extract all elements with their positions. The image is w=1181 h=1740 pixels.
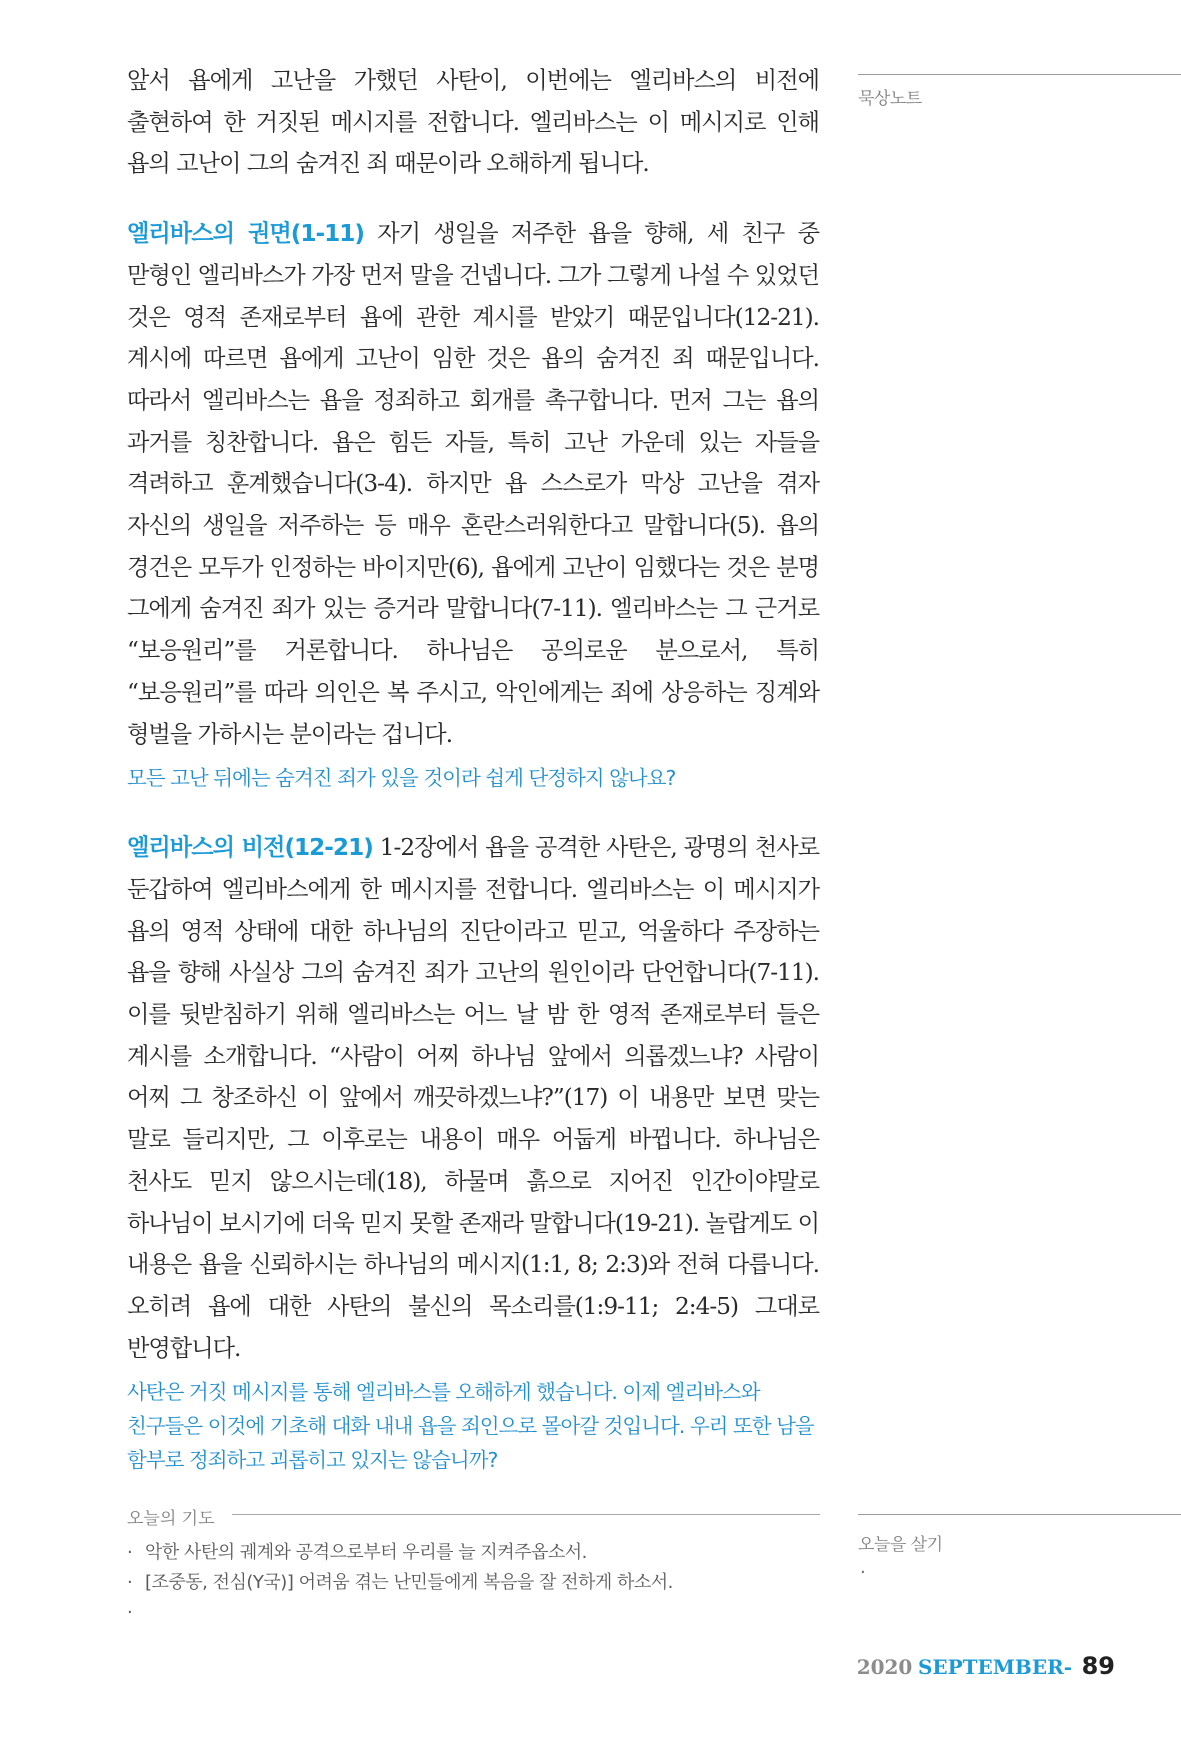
page-footer xyxy=(857,1652,1115,1680)
prayer-bullet: · xyxy=(127,1602,133,1623)
prayer-item xyxy=(127,1598,819,1628)
footer-year: 2020 xyxy=(856,1655,913,1679)
section2-heading: 엘리바스의 비전(12-21) xyxy=(127,834,373,862)
section1-body: 자기 생일을 저주한 욥을 향해, 세 친구 중 맏형인 엘리바스가 가장 먼저 말을 건넵니다. 그가 그렇게 나설 수 있었던 것은 영적 존재로부터 욥에 관한 계시를 받았기 때문입니다(12-21). 계시에 따르면 욥에게 고난이 임한 것은 욥의 숨겨진 죄 때문입니다. 따라서 엘리바스는 욥을 정죄하고 회개를 촉구합니다. 먼저 그는 욥의 과거를 칭찬합니다. 욥은 힘든 자들, 특히 고난 가운데 있는 자들을 격려하고 훈계했습니다(3-4). 하지만 욥 스스로가 막상 고난을 겪자 자신의 생일을 저주하는 등 매우 혼란스러워한다고 말합니다(5). 욥의 경건은 모두가 인정하는 바이지만(6), 욥에게 고난이 임했다는 것은 분명 그에게 숨겨진 죄가 있는 증거라 말합니다(7-11). 엘리바스는 그 근거로 “보응원리”를 거론합니다. 하나님은 공의로운 분으로서, 특히 “보응원리”를 따라 의인은 복 주시고, 악인에게는 죄에 상응하는 징계와 형벌을 가하시는 분이라는 겁니다. xyxy=(127,220,819,748)
section1-question: 모든 고난 뒤에는 숨겨진 죄가 있을 것이라 쉽게 단정하지 않나요? xyxy=(127,766,676,791)
section2-paragraph xyxy=(127,827,819,1369)
section1-heading: 엘리바스의 권면(1-11) xyxy=(127,220,364,248)
prayer-item: · [조중동, 전심(Y국)] 어려움 겪는 난민들에게 복음을 잘 전하게 하소서. xyxy=(127,1568,819,1598)
intro-paragraph: 앞서 욥에게 고난을 가했던 사탄이, 이번에는 엘리바스의 비전에 출현하여 한 거짓된 메시지를 전합니다. 엘리바스는 이 메시지로 인해 욥의 고난이 그의 숨겨진 죄 때문이라 오해하게 됩니다. xyxy=(127,67,819,178)
living-today-item: · xyxy=(860,1562,866,1583)
page-number: 89 xyxy=(1081,1652,1115,1680)
section1-paragraph xyxy=(127,213,819,755)
prayer-bullet: · xyxy=(127,1572,133,1593)
section-vision xyxy=(127,827,819,1477)
section2-body: 1-2장에서 욥을 공격한 사탄은, 광명의 천사로 둔갑하여 엘리바스에게 한 메시지를 전합니다. 엘리바스는 이 메시지가 욥의 영적 상태에 대한 하나님의 진단이라고 믿고, 억울하다 주장하는 욥을 향해 사실상 그의 숨겨진 죄가 고난의 원인이라 단언합니다(7-11). 이를 뒷받침하기 위해 엘리바스는 어느 날 밤 한 영적 존재로부터 들은 계시를 소개합니다. “사람이 어찌 하나님 앞에서 의롭겠느냐? 사람이 어찌 그 창조하신 이 앞에서 깨끗하겠느냐?”(17) 이 내용만 보면 맞는 말로 들리지만, 그 이후로는 내용이 매우 어둡게 바뀝니다. 하나님은 천사도 믿지 않으시는데(18), 하물며 흙으로 지어진 인간이야말로 하나님이 보시기에 더욱 믿지 못할 존재라 말합니다(19-21). 놀랍게도 이 내용은 욥을 신뢰하시는 하나님의 메시지(1:1, 8; 2:3)와 전혀 다릅니다. 오히려 욥에 대한 사탄의 불신의 목소리를(1:9-11; 2:4-5) 그대로 반영합니다. xyxy=(127,834,819,1362)
section2-question: 사탄은 거짓 메시지를 통해 엘리바스를 오해하게 했습니다. 이제 엘리바스와 친구들은 이것에 기초해 대화 내내 욥을 죄인으로 몰아갈 것입니다. 우리 또한 남을 함부로 정죄하고 괴롭히고 있지는 않습니까? xyxy=(127,1380,814,1473)
living-today-label: 오늘을 살기 xyxy=(858,1535,943,1555)
main-column xyxy=(127,60,819,1477)
footer-dash: - xyxy=(1063,1655,1073,1679)
sidebar-bottom-rule xyxy=(858,1514,1181,1515)
prayer-rule xyxy=(232,1514,820,1515)
prayer-bullet: · xyxy=(127,1542,133,1563)
sidebar-top-rule xyxy=(858,74,1181,75)
section-exhortation xyxy=(127,213,819,795)
prayer-title: 오늘의 기도 xyxy=(127,1509,215,1529)
prayer-item: · 악한 사탄의 궤계와 공격으로부터 우리를 늘 지켜주옵소서. xyxy=(127,1538,819,1568)
meditation-note-label: 묵상노트 xyxy=(858,89,922,109)
prayer-list xyxy=(127,1538,819,1628)
footer-month: SEPTEMBER xyxy=(917,1655,1064,1679)
